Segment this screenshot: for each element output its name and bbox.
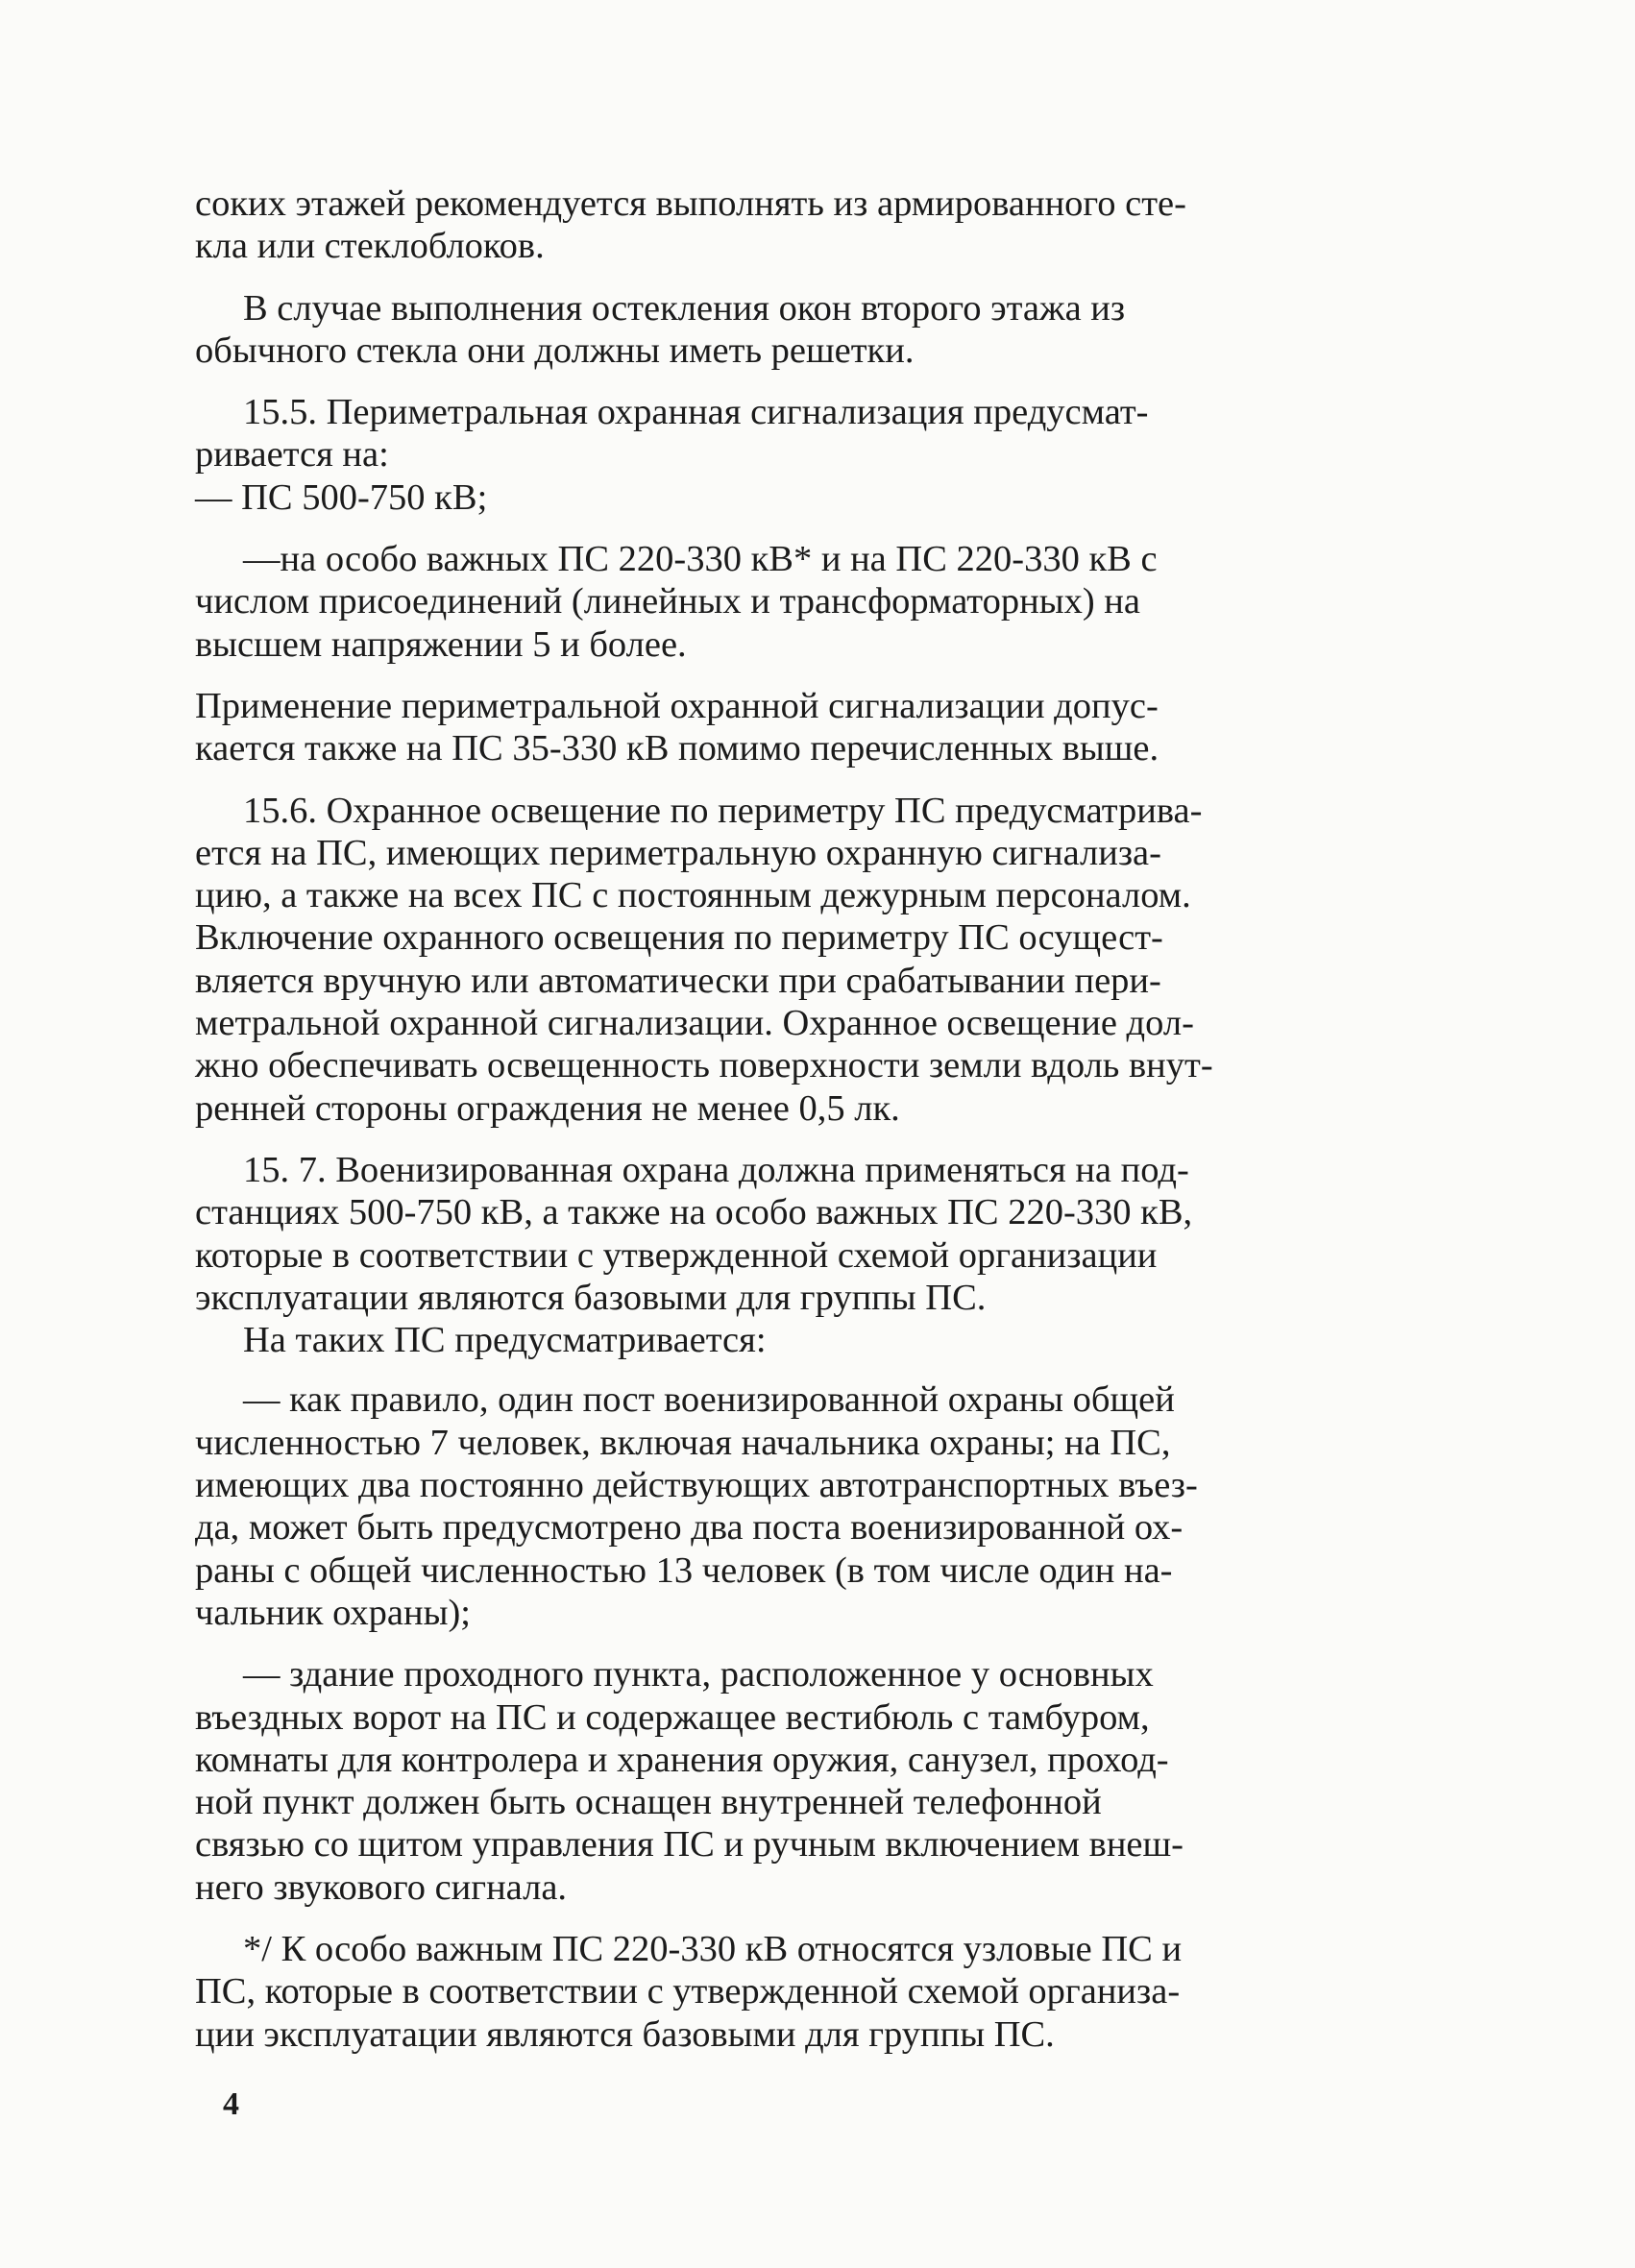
text-line: — как правило, один пост военизированной охраны общей: [243, 1379, 1175, 1421]
text-line: 15.6. Охранное освещение по периметру ПС предусматрива-: [243, 790, 1203, 831]
text-line: */ К особо важным ПС 220-330 кВ относятся узловые ПС и: [243, 1928, 1183, 1969]
text-line: На таких ПС предусматривается:: [243, 1320, 767, 1361]
text-line: ПС, которые в соответствии с утвержденной схемой организа-: [195, 1971, 1181, 2012]
text-line: въездных ворот на ПС и содержащее вестибюль с тамбуром,: [195, 1696, 1150, 1738]
text-line: числом присоединений (линейных и трансформаторных) на: [195, 581, 1140, 622]
text-line: 15. 7. Военизированная охрана должна применяться на под-: [243, 1149, 1189, 1190]
text-line: метральной охранной сигнализации. Охранное освещение дол-: [195, 1003, 1194, 1044]
text-line: да, может быть предусмотрено два поста военизированной ох-: [195, 1507, 1184, 1549]
text-line: кла или стеклоблоков.: [195, 226, 545, 267]
paragraph-second-floor-glazing: [195, 287, 1444, 373]
text-line: —на особо важных ПС 220-330 кВ* и на ПС 220-330 кВ с: [243, 539, 1158, 580]
text-line: жно обеспечивать освещенность поверхности земли вдоль внут-: [195, 1045, 1213, 1086]
text-line: ренней стороны ограждения не менее 0,5 лк.: [195, 1087, 900, 1129]
text-line: станциях 500-750 кВ, а также на особо важных ПС 220-330 кВ,: [195, 1192, 1193, 1233]
paragraph-section-15-7: [195, 1149, 1444, 1361]
text-line: которые в соответствии с утвержденной схемой организации: [195, 1234, 1158, 1276]
paragraph-section-15-7-item-1: [195, 1378, 1444, 1634]
text-line: вляется вручную или автоматически при срабатывании пери-: [195, 960, 1161, 1001]
page-number: 4: [223, 2086, 239, 2122]
paragraph-section-15-7-item-2: [195, 1653, 1444, 1909]
paragraph-intro-continuation: [195, 183, 1444, 268]
text-line: имеющих два постоянно действующих автотранспортных въез-: [195, 1465, 1198, 1506]
text-line: ривается на:: [195, 434, 389, 476]
document-page: [195, 183, 1444, 2075]
paragraph-section-15-5-item-2: [195, 538, 1444, 666]
text-line: численностью 7 человек, включая начальника охраны; на ПС,: [195, 1422, 1171, 1463]
paragraph-section-15-6: [195, 790, 1444, 1130]
text-line: Включение охранного освещения по периметру ПС осущест-: [195, 917, 1163, 959]
paragraph-section-15-5-note: [195, 685, 1444, 770]
text-line: ется на ПС, имеющих периметральную охранную сигнализа-: [195, 832, 1161, 873]
text-line: кается также на ПС 35-330 кВ помимо перечисленных выше.: [195, 728, 1159, 769]
text-line: Применение периметральной охранной сигнализации допус-: [195, 685, 1159, 726]
text-line: ции эксплуатации являются базовыми для группы ПС.: [195, 2013, 1055, 2055]
text-line: чальник охраны);: [195, 1592, 471, 1633]
text-line: ной пункт должен быть оснащен внутренней телефонной: [195, 1782, 1102, 1823]
text-line: высшем напряжении 5 и более.: [195, 623, 687, 665]
paragraph-section-15-5: [195, 391, 1444, 519]
text-line: обычного стекла они должны иметь решетки.: [195, 329, 915, 371]
text-line: раны с общей численностью 13 человек (в том числе один на-: [195, 1549, 1173, 1591]
text-line: соких этажей рекомендуется выполнять из армированного сте-: [195, 183, 1186, 224]
text-line: — ПС 500-750 кВ;: [195, 476, 488, 518]
text-line: комнаты для контролера и хранения оружия, санузел, проход-: [195, 1739, 1169, 1780]
text-line: цию, а также на всех ПС с постоянным дежурным персоналом.: [195, 875, 1191, 916]
text-line: связью со щитом управления ПС и ручным включением внеш-: [195, 1824, 1184, 1866]
text-line: эксплуатации являются базовыми для группы ПС.: [195, 1277, 987, 1318]
text-line: 15.5. Периметральная охранная сигнализация предусмат-: [243, 392, 1149, 433]
text-line: — здание проходного пункта, расположенное у основных: [243, 1654, 1154, 1695]
text-line: В случае выполнения остекления окон второго этажа из: [243, 287, 1126, 329]
paragraph-footnote: [195, 1928, 1444, 2056]
text-line: него звукового сигнала.: [195, 1866, 568, 1908]
